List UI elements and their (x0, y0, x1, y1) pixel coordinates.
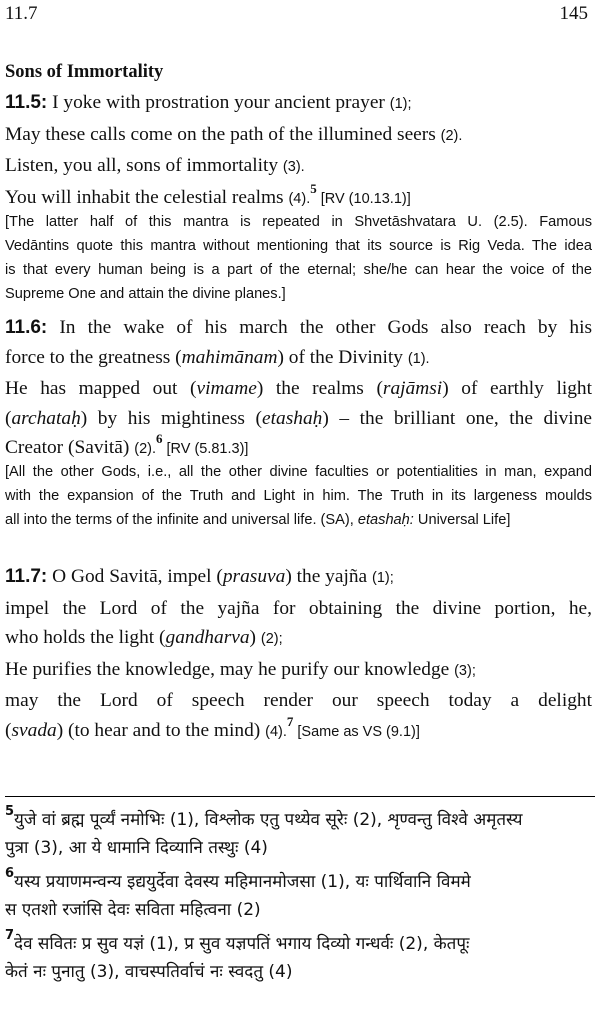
verse-text: impel the Lord of the yajña for obtaining the divine portion, he, (5, 597, 592, 619)
verse-text: ) of the Divinity (277, 346, 408, 368)
verse-text: Creator (Savitā) (5, 437, 135, 458)
sanskrit-term: etashaḥ (262, 407, 323, 429)
footnote-marker: 5 (310, 180, 317, 196)
verse-text: ) – the brilliant one, the divine (322, 407, 592, 429)
note-line: with the expansion of the Truth and Light in him. The Truth in its largeness moulds (5, 488, 592, 504)
verse-text: ) (to hear and to the mind) (56, 719, 266, 741)
verse-ref: (3). (282, 159, 305, 175)
note-line: [All the other Gods, i.e., all the other divine faculties or potentialities in man, expand (5, 464, 592, 480)
note-line: Vedāntins quote this mantra without mentioning that its source is Rig Veda. The idea (5, 238, 592, 254)
verse-text: May these calls come on the path of the illumined seers (5, 123, 441, 145)
footnote-number: 6 (5, 866, 15, 881)
footnote-5 (5, 806, 592, 834)
verse-ref: (2); (260, 631, 283, 647)
note-line: Supreme One and attain the divine planes.] (5, 286, 286, 302)
verse-text: ( (5, 719, 12, 741)
verse-ref: (1). (407, 350, 430, 367)
verse-ref: (4). (265, 723, 287, 740)
verse-text: ) the realms ( (256, 378, 383, 399)
verse-text: ) of earthly light (442, 378, 592, 399)
footnote-text: देव सवितः प्र सुव यज्ञं (1), प्र सुव यज्ञपतिं भगाय दिव्यो गन्धर्वः (2), केतपूः (14, 934, 470, 954)
verse-text: I yoke with prostration your ancient prayer (47, 92, 390, 113)
verse-text: ( (5, 407, 12, 429)
sanskrit-term: etashaḥ: (357, 512, 414, 528)
verse-text: In the wake of his march the other Gods also reach by his (47, 317, 592, 338)
verse-text: force to the greatness ( (5, 346, 182, 368)
footnote-text: युजे वां ब्रह्म पूर्व्यं नमोभिः (1), विश्लोक एतु पथ्येव सूरेः (2), शृण्वन्तु विश्वे अमृतस्य (14, 810, 523, 830)
footnotes (5, 806, 592, 986)
note-line: is that every human being is a part of the eternal; she/he can hear the voice of the (5, 262, 592, 278)
verse-ref: (4). (288, 190, 311, 207)
footnote-text: केतं नः पुनातु (3), वाचस्पतिर्वाचं नः स्वदतु (4) (5, 962, 293, 982)
sanskrit-term: mahimānam (181, 346, 278, 368)
verse-ref: (1); (389, 96, 412, 112)
verse-number: 11.5: (5, 92, 48, 113)
verse-text: ) (249, 627, 261, 648)
verse-text: O God Savitā, impel ( (47, 566, 223, 587)
sanskrit-term: rajāmsi (382, 378, 443, 399)
verse-text: who holds the light ( (5, 627, 166, 648)
verse-text: You will inhabit the celestial realms (5, 186, 289, 208)
footnote-number: 7 (5, 928, 15, 943)
sanskrit-term: svada (11, 719, 57, 741)
footnote-text: यस्य प्रयाणमन्वन्य इद्ययुर्देवा देवस्य महिमानमोजसा (1), यः पार्थिवानि विममे (14, 872, 471, 892)
verse-ref: (3); (454, 662, 476, 679)
sanskrit-term: vimame (196, 378, 257, 399)
verse-text: He purifies the knowledge, may he purify our knowledge (5, 658, 455, 680)
chapter-number: 11.7 (5, 3, 38, 24)
page-number: 145 (559, 3, 588, 24)
footnote-text: पुत्रा (3), आ ये धामानि दिव्यानि तस्थुः (4) (5, 838, 268, 858)
sanskrit-term: prasuva (222, 566, 286, 587)
footnote-7 (5, 930, 592, 958)
verse-11-6 (5, 313, 592, 465)
verse-ref: (2). (134, 441, 156, 457)
source-ref: [Same as VS (9.1)] (293, 723, 420, 740)
verse-text: may the Lord of speech render our speech today a delight (5, 690, 592, 711)
verse-number: 11.7: (5, 566, 48, 587)
note-line: all into the terms of the infinite and universal life. (SA), (5, 512, 358, 528)
section-title: Sons of Immortality (5, 62, 164, 82)
footnote-6 (5, 868, 592, 896)
verse-ref: (2). (440, 127, 463, 144)
footnote-marker: 7 (286, 713, 294, 729)
verse-text: ) by his mightiness ( (80, 407, 263, 429)
note-line: [The latter half of this mantra is repeated in Shvetāshvatara U. (2.5). Famous (5, 214, 592, 230)
verse-ref: (1); (372, 570, 394, 586)
note-line: Universal Life] (413, 512, 511, 528)
verse-11-5 (5, 88, 592, 214)
note-11-6 (5, 460, 592, 532)
source-ref: [RV (5.81.3)] (162, 441, 249, 457)
footnote-marker: 6 (155, 431, 163, 446)
verse-11-7 (5, 562, 592, 747)
note-11-5 (5, 210, 592, 306)
footnote-number: 5 (5, 804, 15, 819)
footnote-divider (5, 796, 595, 797)
sanskrit-term: archataḥ (11, 407, 81, 429)
verse-text: ) the yajña (285, 566, 373, 587)
verse-text: Listen, you all, sons of immortality (5, 155, 283, 176)
footnote-text: स एतशो रजांसि देवः सविता महित्वना (2) (5, 900, 261, 920)
verse-number: 11.6: (5, 317, 48, 338)
verse-text: He has mapped out ( (5, 378, 197, 399)
source-ref: [RV (10.13.1)] (316, 190, 411, 207)
sanskrit-term: gandharva (165, 627, 250, 648)
